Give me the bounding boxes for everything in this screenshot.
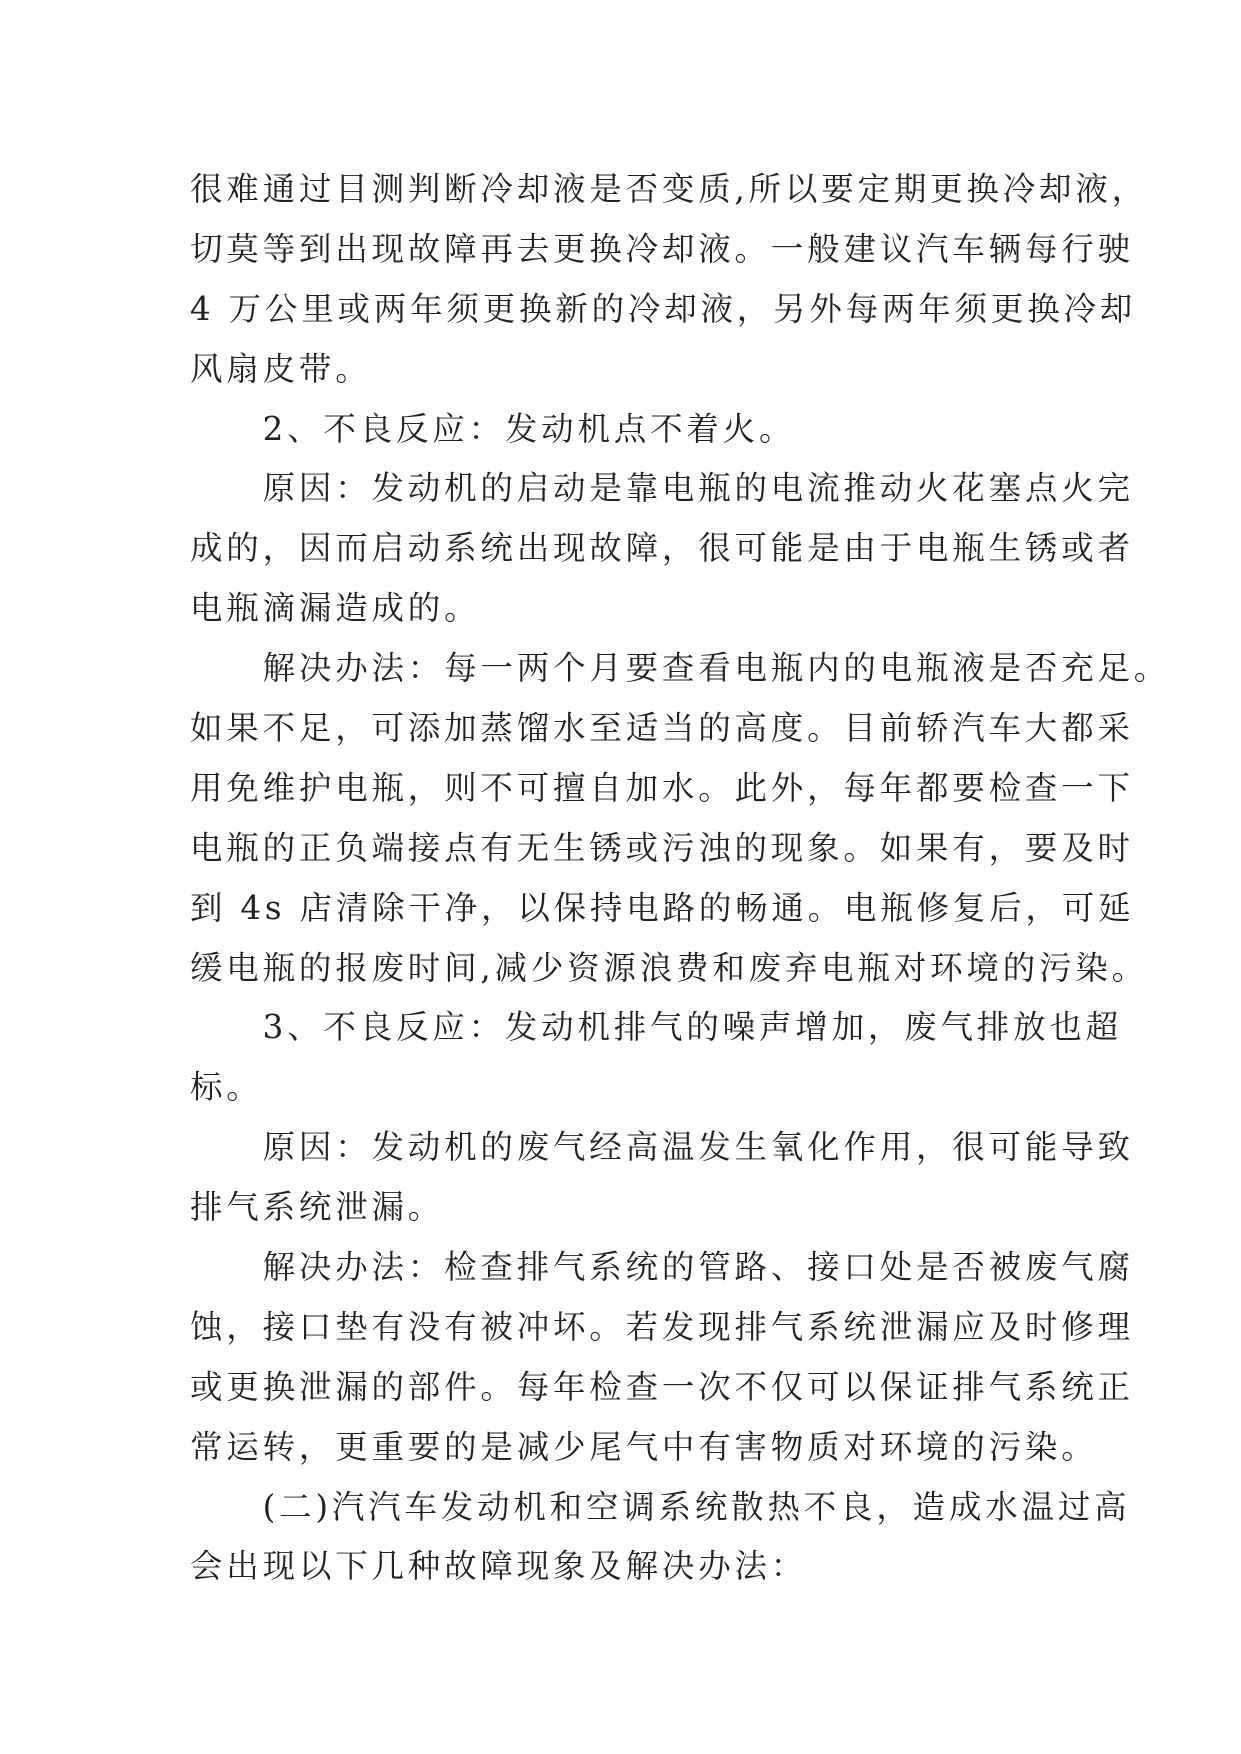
text-line: 原因：发动机的启动是靠电瓶的电流推动火花塞点火完	[190, 469, 1134, 508]
text-line: 2、不良反应：发动机点不着火。	[190, 409, 796, 448]
text-line: 电瓶滴漏造成的。	[190, 589, 481, 628]
text-line: 解决办法：每一两个月要查看电瓶内的电瓶液是否充足。	[190, 649, 1171, 688]
text-line: 3、不良反应：发动机排气的噪声增加，废气排放也超	[190, 1008, 1122, 1047]
text-line: 排气系统泄漏。	[190, 1188, 445, 1227]
text-line: 切莫等到出现故障再去更换冷却液。一般建议汽车辆每行驶	[190, 229, 1134, 268]
text-line: 标。	[190, 1068, 263, 1107]
text-line: 如果不足，可添加蒸馏水至适当的高度。目前轿汽车大都采	[190, 709, 1134, 748]
text-line: 解决办法：检查排气系统的管路、接口处是否被废气腐	[190, 1248, 1134, 1287]
text-line: 常运转，更重要的是减少尾气中有害物质对环境的污染。	[190, 1427, 1098, 1466]
text-line: 或更换泄漏的部件。每年检查一次不仅可以保证排气系统正	[190, 1367, 1134, 1406]
text-line: 成的，因而启动系统出现故障，很可能是由于电瓶生锈或者	[190, 529, 1134, 568]
text-line: 到 4s 店清除干净，以保持电路的畅通。电瓶修复后，可延	[190, 888, 1135, 927]
text-line: 原因：发动机的废气经高温发生氧化作用，很可能导致	[190, 1128, 1134, 1167]
text-line: 蚀，接口垫有没有被冲坏。若发现排气系统泄漏应及时修理	[190, 1307, 1134, 1346]
text-line: 缓电瓶的报废时间,减少资源浪费和废弃电瓶对环境的污染。	[190, 948, 1148, 987]
text-line: (二)汽汽车发动机和空调系统散热不良，造成水温过高	[190, 1487, 1131, 1526]
text-line: 电瓶的正负端接点有无生锈或污浊的现象。如果有，要及时	[190, 828, 1134, 867]
text-line: 4 万公里或两年须更换新的冷却液，另外每两年须更换冷却	[190, 289, 1137, 328]
text-line: 会出现以下几种故障现象及解决办法：	[190, 1547, 808, 1586]
text-line: 很难通过目测判断冷却液是否变质,所以要定期更换冷却液，	[190, 170, 1148, 208]
text-line: 用免维护电瓶，则不可擅自加水。此外，每年都要检查一下	[190, 768, 1134, 807]
text-line: 风扇皮带。	[190, 349, 372, 388]
body-text	[190, 160, 1171, 1597]
